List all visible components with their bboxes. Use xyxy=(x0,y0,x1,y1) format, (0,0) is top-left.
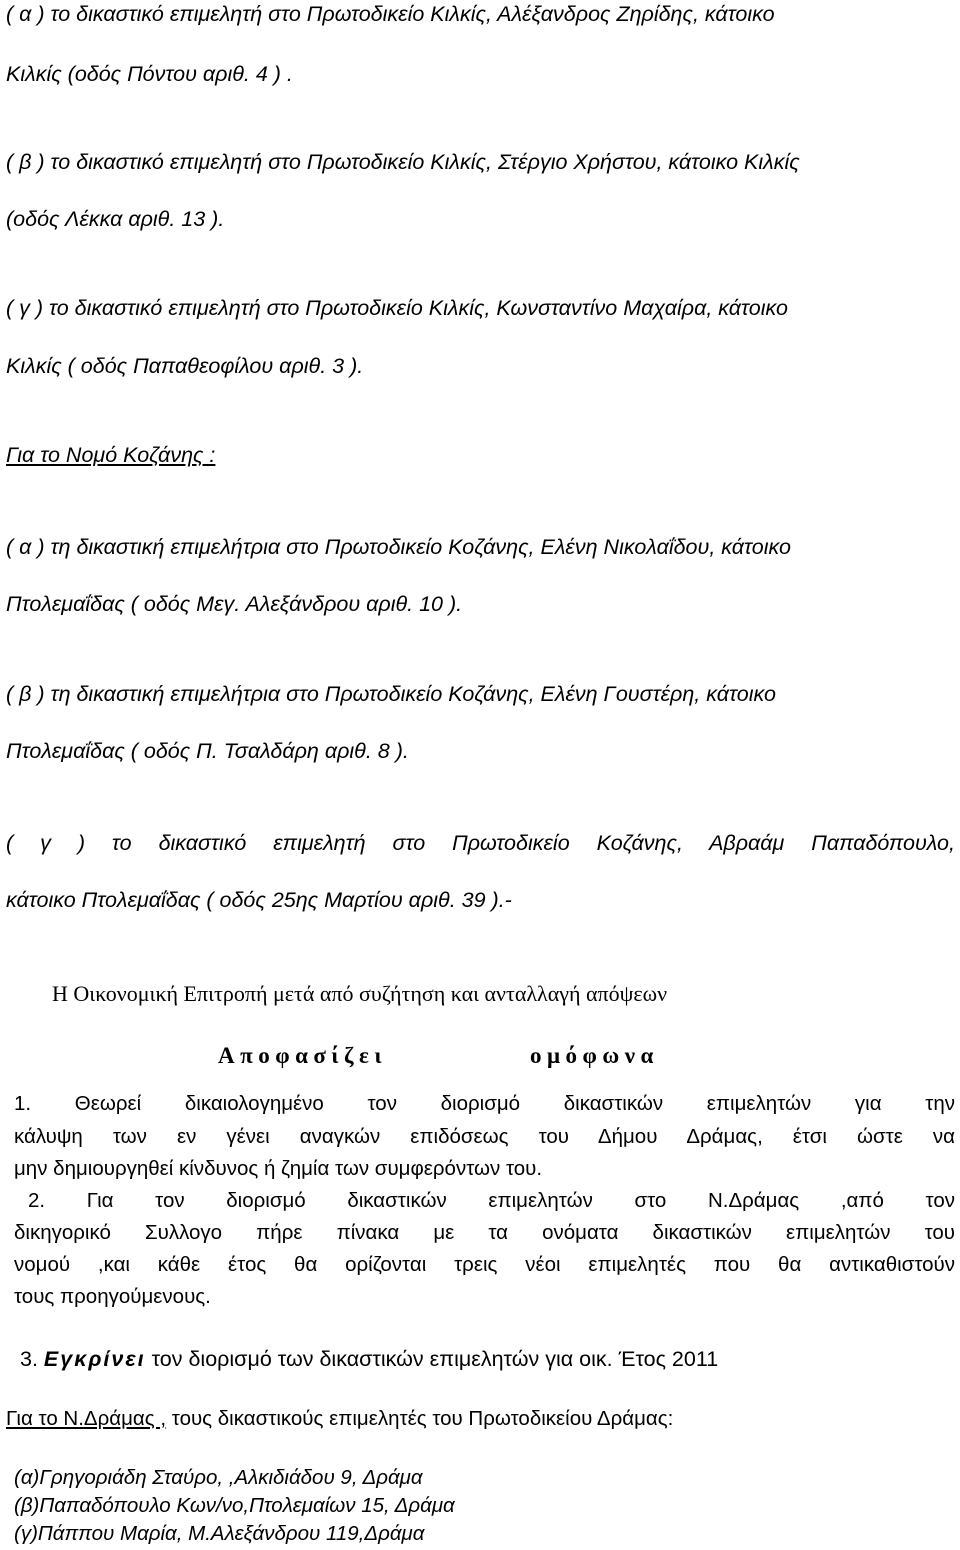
kozani-item-b-line1: ( β ) τη δικαστική επιμελήτρια στο Πρωτοδικείο Κοζάνης, Ελένη Γουστέρη, κάτοικο xyxy=(6,682,776,706)
kozani-item-c-line1: ( γ ) το δικαστικό επιμελητή στο Πρωτοδικείο Κοζάνης, Αβραάμ Παπαδόπουλο, xyxy=(6,831,955,855)
kozani-item-c-line2: κάτοικο Πτολεμαΐδας ( οδός 25ης Μαρτίου αριθ. 39 ).- xyxy=(6,888,512,912)
point-2-line3: νομού ,και κάθε έτος θα ορίζονται τρεις νέοι επιμελητές που θα αντικαθιστούν xyxy=(14,1253,955,1276)
committee-statement: Η Οικονομική Επιτροπή μετά από συζήτηση και ανταλλαγή απόψεων xyxy=(52,981,668,1006)
drama-heading-rest: τους δικαστικούς επιμελητές του Πρωτοδικείου Δράμας: xyxy=(171,1407,674,1430)
point-3-number: 3. xyxy=(20,1347,38,1371)
kilkis-item-b-line1: ( β ) το δικαστικό επιμελητή στο Πρωτοδικείο Κιλκίς, Στέργιο Χρήστου, κάτοικο Κιλκίς xyxy=(6,150,800,174)
point-1-line2: κάλυψη των εν γένει αναγκών επιδόσεως του Δήμου Δράμας, έτσι ώστε να xyxy=(14,1125,955,1148)
point-1-line3: μην δημιουργηθεί κίνδυνος ή ζημία των συμφερόντων του. xyxy=(14,1157,543,1180)
drama-item-b: (β)Παπαδόπουλο Κων/νο,Πτολεμαίων 15, Δράμα xyxy=(14,1494,455,1517)
kilkis-item-c-line2: Κιλκίς ( οδός Παπαθεοφίλου αριθ. 3 ). xyxy=(6,354,364,378)
drama-heading-line xyxy=(6,1405,673,1433)
point-3-text: τον διορισμό των δικαστικών επιμελητών για οικ. Έτος 2011 xyxy=(151,1347,719,1371)
decision-verb: Αποφασίζει xyxy=(218,1043,388,1068)
kozani-item-a-line1: ( α ) τη δικαστική επιμελήτρια στο Πρωτοδικείο Κοζάνης, Ελένη Νικολαΐδου, κάτοικο xyxy=(6,535,791,559)
decision-unanimity: ομόφωνα xyxy=(530,1043,659,1068)
kozani-item-a-line2: Πτολεμαΐδας ( οδός Μεγ. Αλεξάνδρου αριθ. 10 ). xyxy=(6,592,463,616)
drama-item-a: (α)Γρηγοριάδη Σταύρο, ,Αλκιδιάδου 9, Δράμα xyxy=(14,1466,423,1489)
point-3-approves: Εγκρίνει xyxy=(43,1347,146,1371)
point-1-line1: 1. Θεωρεί δικαιολογημένο τον διορισμό δικαστικών επιμελητών για την xyxy=(14,1092,955,1115)
point-2-line1: 2. Για τον διορισμό δικαστικών επιμελητών στο Ν.Δράμας ,από τον xyxy=(28,1189,955,1212)
kozani-heading: Για το Νομό Κοζάνης : xyxy=(6,443,216,467)
kilkis-item-a-line1: ( α ) το δικαστικό επιμελητή στο Πρωτοδικείο Κιλκίς, Αλέξανδρος Ζηρίδης, κάτοικο xyxy=(6,2,775,26)
kozani-item-b-line2: Πτολεμαΐδας ( οδός Π. Τσαλδάρη αριθ. 8 ). xyxy=(6,739,409,763)
kilkis-item-b-line2: (οδός Λέκκα αριθ. 13 ). xyxy=(6,207,225,231)
point-2-line2: δικηγορικό Συλλογο πήρε πίνακα με τα ονόματα δικαστικών επιμελητών του xyxy=(14,1221,955,1244)
kilkis-item-a-line2: Κιλκίς (οδός Πόντου αριθ. 4 ) . xyxy=(6,62,293,86)
point-2-line4: τους προηγούμενους. xyxy=(14,1285,211,1308)
kilkis-item-c-line1: ( γ ) το δικαστικό επιμελητή στο Πρωτοδικείο Κιλκίς, Κωνσταντίνο Μαχαίρα, κάτοικο xyxy=(6,296,788,320)
drama-item-c: (γ)Πάππου Μαρία, Μ.Αλεξάνδρου 119,Δράμα xyxy=(14,1522,425,1545)
drama-heading: Για το Ν.Δράμας , xyxy=(6,1407,167,1430)
point-3 xyxy=(20,1345,718,1373)
